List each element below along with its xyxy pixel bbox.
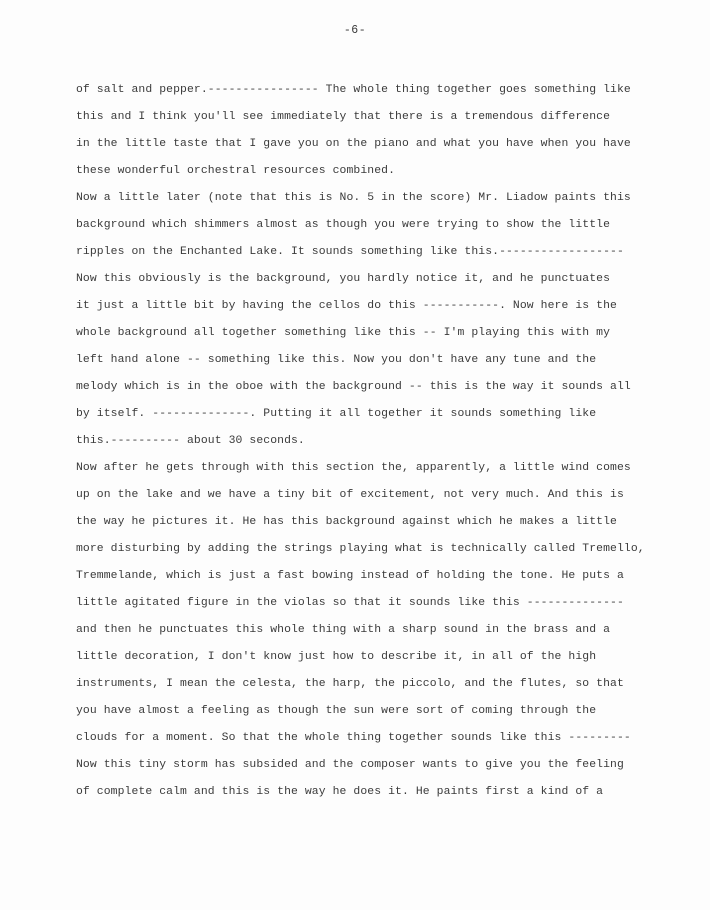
text-line: background which shimmers almost as though you were trying to show the little xyxy=(76,219,611,231)
text-line: Now after he gets through with this section the, apparently, a little wind comes xyxy=(76,462,631,474)
text-line: Now this obviously is the background, you hardly notice it, and he punctuates xyxy=(76,273,611,285)
text-line: more disturbing by adding the strings playing what is technically called Tremello, xyxy=(76,543,645,555)
text-line: up on the lake and we have a tiny bit of excitement, not very much. And this is xyxy=(76,489,624,501)
text-line: it just a little bit by having the cellos do this -----------. Now here is the xyxy=(76,300,617,312)
text-line: little agitated figure in the violas so that it sounds like this -------------- xyxy=(76,597,624,609)
page-number: -6- xyxy=(343,24,367,37)
text-line: by itself. --------------. Putting it all together it sounds something like xyxy=(76,408,597,420)
text-line: ripples on the Enchanted Lake. It sounds something like this.------------------ xyxy=(76,246,624,258)
text-line: of complete calm and this is the way he does it. He paints first a kind of a xyxy=(76,786,604,798)
text-line: clouds for a moment. So that the whole thing together sounds like this --------- xyxy=(76,732,631,744)
text-line: the way he pictures it. He has this background against which he makes a little xyxy=(76,516,617,528)
body-text xyxy=(76,77,710,806)
text-line: in the little taste that I gave you on the piano and what you have when you have xyxy=(76,138,631,150)
text-line: instruments, I mean the celesta, the harp, the piccolo, and the flutes, so that xyxy=(76,678,624,690)
text-line: Now a little later (note that this is No. 5 in the score) Mr. Liadow paints this xyxy=(76,192,631,204)
text-line: whole background all together something like this -- I'm playing this with my xyxy=(76,327,611,339)
text-line: these wonderful orchestral resources combined. xyxy=(76,165,396,177)
text-line: and then he punctuates this whole thing with a sharp sound in the brass and a xyxy=(76,624,611,636)
text-line: this and I think you'll see immediately that there is a tremendous difference xyxy=(76,111,611,123)
text-line: this.---------- about 30 seconds. xyxy=(76,435,305,447)
text-line: melody which is in the oboe with the background -- this is the way it sounds all xyxy=(76,381,631,393)
text-line: of salt and pepper.---------------- The whole thing together goes something like xyxy=(76,84,631,96)
text-line: Tremmelande, which is just a fast bowing instead of holding the tone. He puts a xyxy=(76,570,624,582)
text-line: little decoration, I don't know just how to describe it, in all of the high xyxy=(76,651,597,663)
text-line: Now this tiny storm has subsided and the composer wants to give you the feeling xyxy=(76,759,624,771)
text-line: you have almost a feeling as though the sun were sort of coming through the xyxy=(76,705,597,717)
text-line: left hand alone -- something like this. Now you don't have any tune and the xyxy=(76,354,597,366)
